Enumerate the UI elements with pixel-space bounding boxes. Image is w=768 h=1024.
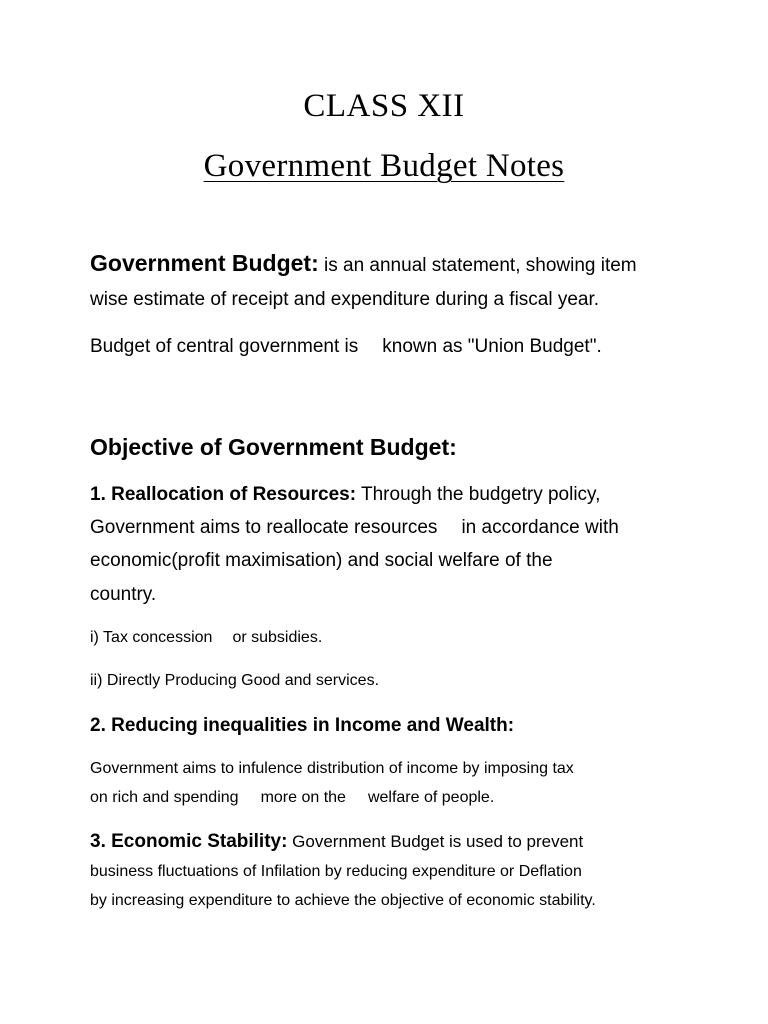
item1-text-1: Through the budgetry policy,	[356, 484, 601, 505]
class-heading: CLASS XII	[303, 88, 465, 124]
item1-sub-2: ii) Directly Producing Good and services.	[90, 672, 380, 689]
item1-line-2	[90, 517, 730, 539]
definition-line-1	[90, 250, 730, 277]
item3-line-1	[90, 831, 730, 853]
union-budget-line	[90, 336, 730, 358]
item2-line-2	[90, 789, 730, 807]
item2-text-2c: welfare of people.	[367, 789, 495, 806]
item3-line-3: by increasing expenditure to achieve the objective of economic stability.	[90, 892, 596, 909]
item2-text-2b: more on the	[260, 789, 346, 806]
item1-text-2b: in accordance with	[461, 517, 619, 538]
item3-label: 3. Economic Stability:	[90, 831, 288, 852]
item1-sub1-a: i) Tax concession	[90, 629, 213, 646]
item2-text-2a: on rich and spending	[90, 789, 239, 806]
definition-text-1: is an annual statement, showing item	[318, 255, 637, 276]
item1-line-1	[90, 484, 730, 506]
union-text-a: Budget of central government is	[90, 336, 359, 357]
item2-label: 2. Reducing inequalities in Income and Wealth:	[90, 715, 515, 736]
item1-line-3: economic(profit maximisation) and social welfare of the	[90, 550, 553, 571]
item2-line-1: Government aims to infulence distribution of income by imposing tax	[90, 760, 574, 777]
item3-line-2: business fluctuations of Infilation by reducing expenditure or Deflation	[90, 863, 582, 880]
item1-sub-1	[90, 629, 730, 647]
objectives-heading: Objective of Government Budget:	[90, 434, 457, 460]
page-title-text: Government Budget Notes	[203, 148, 565, 184]
page-title	[0, 148, 768, 185]
item3-text-1: Government Budget is used to prevent	[287, 832, 584, 851]
definition-term: Government Budget:	[90, 250, 319, 276]
item1-label: 1. Reallocation of Resources:	[90, 484, 357, 505]
union-text-b: known as "Union Budget".	[382, 336, 602, 357]
item1-sub1-b: or subsidies.	[232, 629, 323, 646]
item1-line-4: country.	[90, 584, 157, 605]
item1-text-2a: Government aims to reallocate resources	[90, 517, 438, 538]
definition-line-2: wise estimate of receipt and expenditure during a fiscal year.	[90, 289, 600, 310]
